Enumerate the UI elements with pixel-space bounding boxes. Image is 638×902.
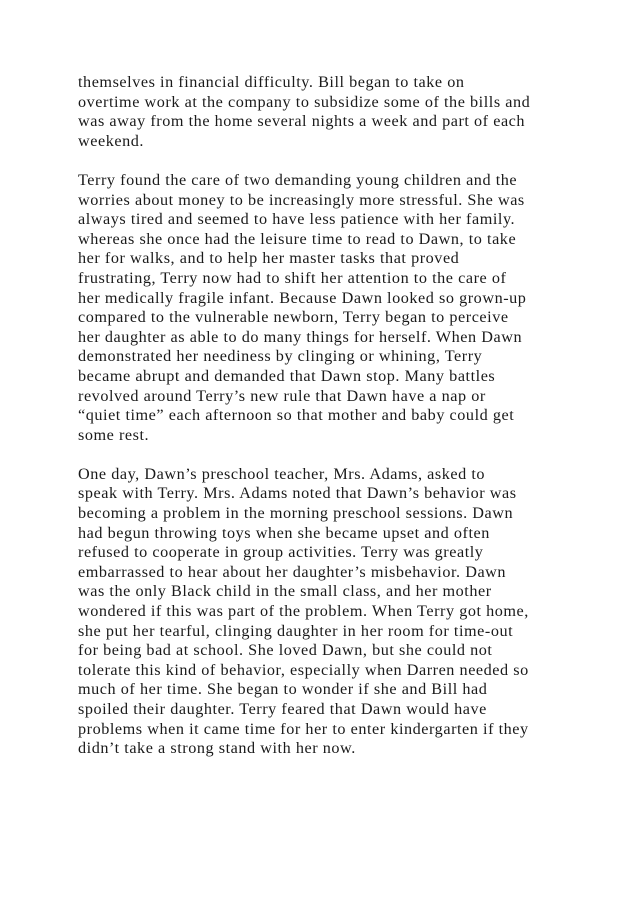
text-line: spoiled their daughter. Terry feared that Dawn would have	[78, 700, 487, 718]
text-line: weekend.	[78, 131, 144, 150]
text-line: her for walks, and to help her master tasks that proved	[78, 249, 460, 268]
text-line: was the only Black child in the small class, and her mother	[78, 582, 492, 601]
text-line: her daughter as able to do many things for herself. When Dawn	[78, 327, 523, 346]
paragraph-1	[78, 73, 578, 151]
text-line: frustrating, Terry now had to shift her attention to the care of	[78, 268, 507, 287]
body-text	[78, 73, 578, 778]
paragraph-3	[78, 465, 578, 759]
text-line: speak with Terry. Mrs. Adams noted that Dawn’s behavior was	[78, 484, 517, 503]
text-line: had begun throwing toys when she became upset and often	[78, 523, 490, 542]
paragraph-2	[78, 171, 578, 445]
text-line: some rest.	[78, 425, 150, 444]
text-line: compared to the vulnerable newborn, Terry began to perceive	[78, 308, 509, 327]
text-line: she put her tearful, clinging daughter in her room for time-out	[78, 621, 514, 640]
text-line: became abrupt and demanded that Dawn stop. Many battles	[78, 366, 496, 385]
text-line: always tired and seemed to have less patience with her family.	[78, 210, 516, 229]
text-line: One day, Dawn’s preschool teacher, Mrs. Adams, asked to	[78, 464, 486, 483]
text-line: tolerate this kind of behavior, especially when Darren needed so	[78, 660, 529, 679]
text-line: becoming a problem in the morning preschool sessions. Dawn	[78, 504, 514, 523]
text-line: wondered if this was part of the problem. When Terry got home,	[78, 602, 529, 621]
text-line: Terry found the care of two demanding young children and the	[78, 170, 518, 189]
text-line: didn’t take a strong stand with her now.	[78, 739, 356, 758]
text-line: her medically fragile infant. Because Dawn looked so grown-up	[78, 288, 527, 307]
text-line: overtime work at the company to subsidize some of the bills and	[78, 92, 531, 111]
text-line: much of her time. She began to wonder if she and Bill had	[78, 680, 488, 699]
text-line: whereas she once had the leisure time to read to Dawn, to take	[78, 229, 517, 248]
text-line: problems when it came time for her to enter kindergarten if they	[78, 719, 529, 738]
text-line: themselves in financial difficulty. Bill began to take on	[78, 73, 465, 91]
text-line: embarrassed to hear about her daughter’s misbehavior. Dawn	[78, 562, 507, 581]
text-line: was away from the home several nights a week and part of each	[78, 112, 526, 131]
text-line: refused to cooperate in group activities. Terry was greatly	[78, 543, 484, 562]
text-line: demonstrated her neediness by clinging or whining, Terry	[78, 347, 483, 366]
text-line: worries about money to be increasingly more stressful. She was	[78, 190, 525, 209]
text-line: “quiet time” each afternoon so that mother and baby could get	[78, 406, 515, 425]
text-line: revolved around Terry’s new rule that Dawn have a nap or	[78, 386, 486, 405]
text-line: for being bad at school. She loved Dawn, but she could not	[78, 641, 493, 660]
